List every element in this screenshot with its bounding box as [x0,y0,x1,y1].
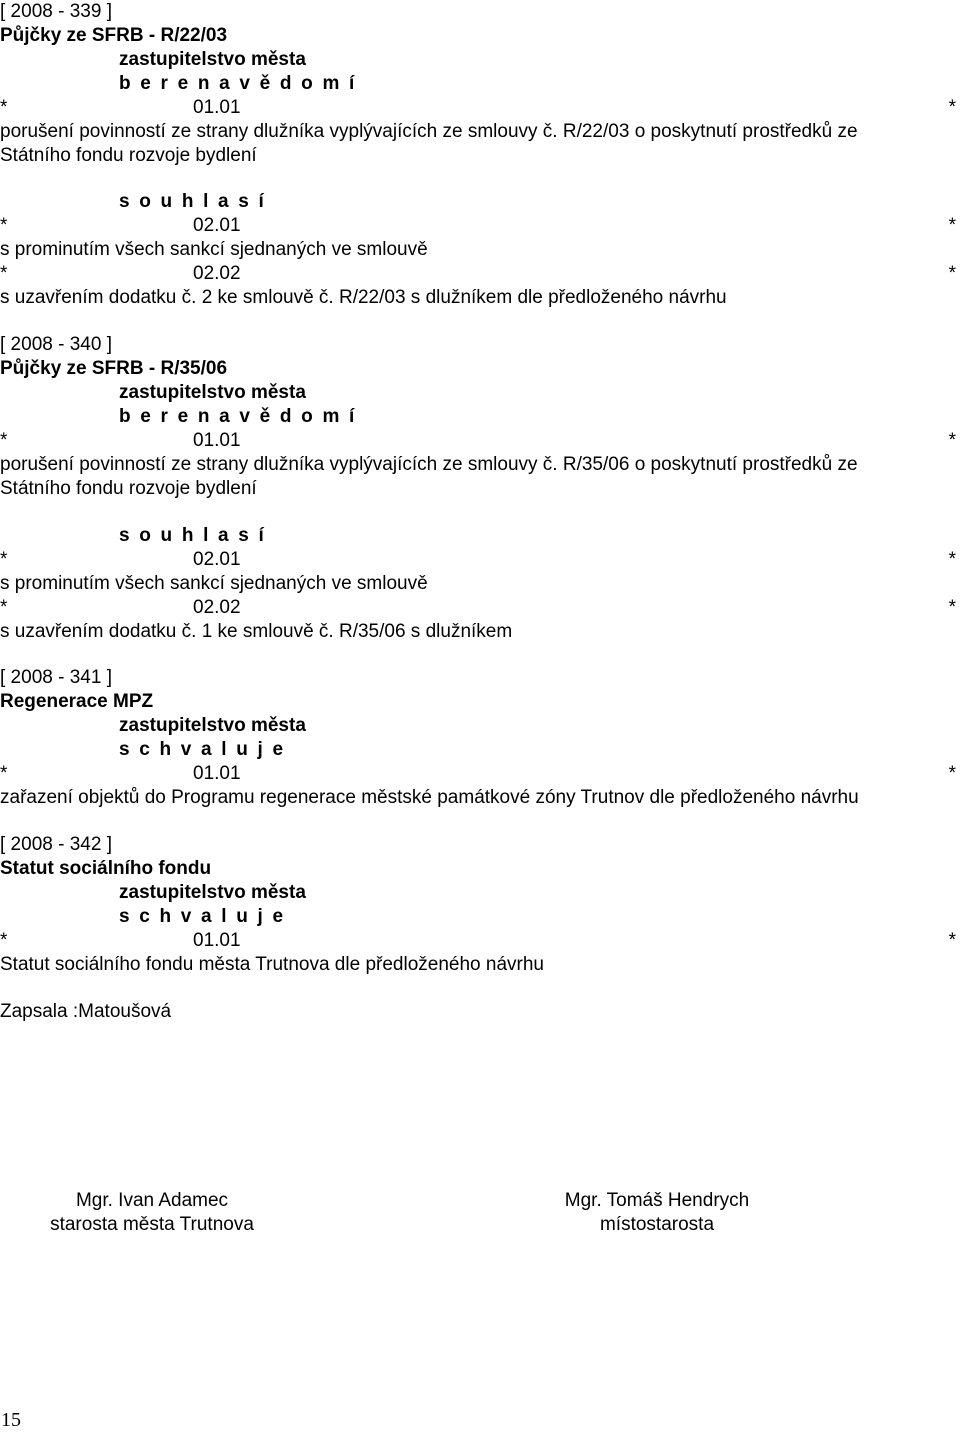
resolution-verb: s c h v a l u j e [119,906,286,927]
resolution-ref: [ 2008 - 340 ] [0,334,112,355]
recorded-by: Zapsala :Matoušová [0,1001,172,1022]
point-text: porušení povinností ze strany dlužníka vyplývajících ze smlouvy č. R/35/06 o poskytnutí prostředků ze [0,454,858,475]
point-text: Státního fondu rozvoje bydlení [0,478,257,499]
point-text: s uzavřením dodatku č. 2 ke smlouvě č. R/22/03 s dlužníkem dle předloženého návrhu [0,287,727,308]
signatory-role: místostarosta [599,1214,715,1235]
resolution-title: Půjčky ze SFRB - R/22/03 [0,25,228,46]
resolution-ref: [ 2008 - 339 ] [0,1,112,22]
point-row [0,214,958,238]
point-number: 02.01 [193,549,241,570]
resolution-verb: s o u h l a s í [119,525,267,546]
star-marker: * [0,263,8,284]
signatory-role: starosta města Trutnova [50,1214,254,1235]
resolution-ref: [ 2008 - 341 ] [0,667,112,688]
point-row [0,548,958,572]
point-row [0,596,958,620]
resolution-verb: b e r e n a v ě d o m í [119,406,357,427]
resolution-body: zastupitelstvo města [119,49,306,70]
point-row [0,929,958,953]
resolution-title: Regenerace MPZ [0,691,154,712]
star-marker: * [948,430,956,451]
star-marker: * [0,430,8,451]
point-text: zařazení objektů do Programu regenerace městské památkové zóny Trutnov dle předloženého návrhu [0,787,859,808]
signature-block [535,1189,779,1237]
star-marker: * [948,263,956,284]
star-marker: * [0,597,8,618]
resolution-verb: s o u h l a s í [119,191,267,212]
star-marker: * [948,930,956,951]
signature-block [30,1189,274,1237]
resolution-body: zastupitelstvo města [119,882,306,903]
resolution-title: Statut sociálního fondu [0,858,212,879]
resolution-title: Půjčky ze SFRB - R/35/06 [0,358,228,379]
point-number: 02.01 [193,215,241,236]
signatory-name: Mgr. Ivan Adamec [75,1190,229,1211]
resolution-verb: s c h v a l u j e [119,739,286,760]
point-row [0,96,958,120]
star-marker: * [948,763,956,784]
point-number: 01.01 [193,930,241,951]
point-number: 02.02 [193,597,241,618]
point-number: 01.01 [193,763,241,784]
point-text: s prominutím všech sankcí sjednaných ve smlouvě [0,239,428,260]
point-text: porušení povinností ze strany dlužníka vyplývajících ze smlouvy č. R/22/03 o poskytnutí prostředků ze [0,121,858,142]
star-marker: * [0,549,8,570]
resolution-body: zastupitelstvo města [119,382,306,403]
point-row [0,429,958,453]
star-marker: * [948,597,956,618]
page-number: 15 [1,1409,21,1431]
resolution-verb: b e r e n a v ě d o m í [119,73,357,94]
point-number: 01.01 [193,97,241,118]
point-text: s prominutím všech sankcí sjednaných ve smlouvě [0,573,428,594]
point-row [0,762,958,786]
point-row [0,262,958,286]
star-marker: * [0,215,8,236]
star-marker: * [948,215,956,236]
star-marker: * [0,930,8,951]
point-text: Státního fondu rozvoje bydlení [0,145,257,166]
star-marker: * [948,549,956,570]
point-text: s uzavřením dodatku č. 1 ke smlouvě č. R/35/06 s dlužníkem [0,621,513,642]
point-number: 02.02 [193,263,241,284]
point-text: Statut sociálního fondu města Trutnova dle předloženého návrhu [0,954,544,975]
point-number: 01.01 [193,430,241,451]
star-marker: * [0,97,8,118]
resolution-body: zastupitelstvo města [119,715,306,736]
star-marker: * [948,97,956,118]
star-marker: * [0,763,8,784]
signatory-name: Mgr. Tomáš Hendrych [564,1190,750,1211]
resolution-ref: [ 2008 - 342 ] [0,834,112,855]
